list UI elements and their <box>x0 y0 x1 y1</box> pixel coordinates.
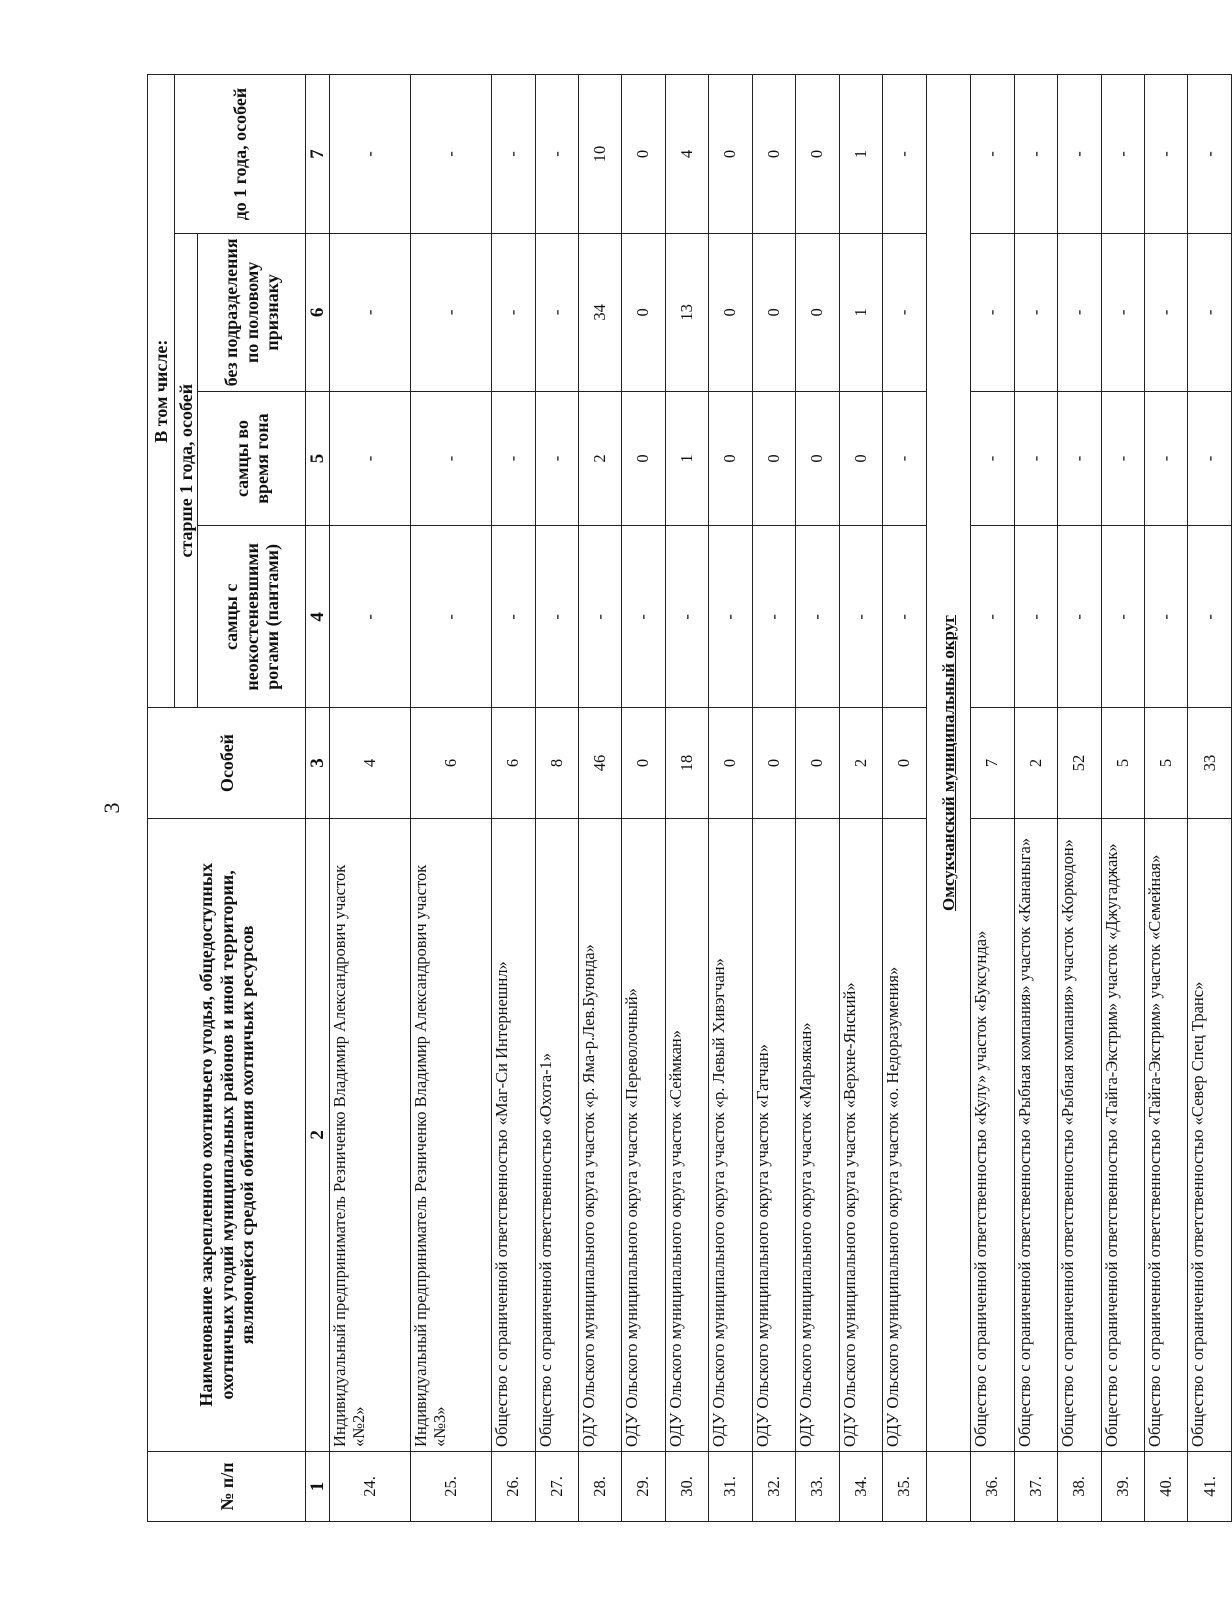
cell-col4: - <box>622 526 665 708</box>
section-num-cell <box>926 1451 971 1521</box>
cell-col5: - <box>1188 391 1232 526</box>
row-number: 27. <box>535 1451 578 1521</box>
cell-col6: - <box>1101 234 1144 392</box>
cell-col5: 0 <box>622 391 665 526</box>
cell-total: 5 <box>1101 708 1144 818</box>
row-name: ОДУ Ольского муниципального округа участок «Переволочный» <box>622 818 665 1451</box>
cell-col4: - <box>1145 526 1188 708</box>
row-name: ОДУ Ольского муниципального округа участок «Гатчан» <box>752 818 795 1451</box>
cell-col6: - <box>535 234 578 392</box>
cell-col4: - <box>796 526 839 708</box>
cell-col5: 0 <box>709 391 752 526</box>
cell-col5: - <box>330 391 411 526</box>
row-name: Общество с ограниченной ответственностью «Тайга-Экстрим» участок «Джугаджак» <box>1101 818 1144 1451</box>
cell-col7: - <box>1188 75 1232 234</box>
cell-total: 6 <box>492 708 535 818</box>
row-number: 24. <box>330 1451 411 1521</box>
cell-col4: - <box>883 526 926 708</box>
cell-col4: - <box>330 526 411 708</box>
column-number: 6 <box>306 234 330 392</box>
table-row <box>622 75 665 1522</box>
row-name: ОДУ Ольского муниципального округа участок «р. Яма-р.Лев.Буюнда» <box>578 818 621 1451</box>
cell-total: 8 <box>535 708 578 818</box>
cell-col6: 13 <box>665 234 708 392</box>
column-number: 2 <box>306 818 330 1451</box>
row-number: 36. <box>971 1451 1014 1521</box>
cell-total: 0 <box>709 708 752 818</box>
cell-col4: - <box>709 526 752 708</box>
cell-total: 2 <box>1014 708 1057 818</box>
cell-col6: 0 <box>709 234 752 392</box>
row-number: 41. <box>1188 1451 1232 1521</box>
cell-total: 0 <box>752 708 795 818</box>
page-number: 3 <box>99 802 124 814</box>
header-col5: самцы во время гона <box>198 391 306 526</box>
cell-col4: - <box>971 526 1014 708</box>
cell-col5: - <box>1058 391 1101 526</box>
row-name: ОДУ Ольского муниципального округа участок «Сеймкан» <box>665 818 708 1451</box>
table-row <box>492 75 535 1522</box>
cell-col4: - <box>411 526 492 708</box>
table-row <box>971 75 1014 1522</box>
table-row <box>1188 75 1232 1522</box>
cell-col6: - <box>883 234 926 392</box>
cell-total: 7 <box>971 708 1014 818</box>
cell-total: 0 <box>883 708 926 818</box>
cell-col4: - <box>535 526 578 708</box>
cell-total: 0 <box>622 708 665 818</box>
cell-col7: - <box>1014 75 1057 234</box>
row-number: 35. <box>883 1451 926 1521</box>
cell-col7: - <box>330 75 411 234</box>
row-number: 25. <box>411 1451 492 1521</box>
cell-col5: - <box>1101 391 1144 526</box>
row-number: 40. <box>1145 1451 1188 1521</box>
row-number: 39. <box>1101 1451 1144 1521</box>
table-row <box>578 75 621 1522</box>
cell-col4: - <box>1188 526 1232 708</box>
cell-col7: 0 <box>796 75 839 234</box>
cell-col5: - <box>1145 391 1188 526</box>
cell-col6: - <box>1058 234 1101 392</box>
cell-col6: - <box>971 234 1014 392</box>
cell-col5: - <box>1014 391 1057 526</box>
section-title: Омсукчанский муниципальный округ <box>926 75 971 1452</box>
cell-col7: - <box>971 75 1014 234</box>
cell-col5: - <box>492 391 535 526</box>
row-number: 32. <box>752 1451 795 1521</box>
column-number: 3 <box>306 708 330 818</box>
cell-total: 46 <box>578 708 621 818</box>
cell-total: 0 <box>796 708 839 818</box>
row-number: 28. <box>578 1451 621 1521</box>
row-number: 38. <box>1058 1451 1101 1521</box>
cell-col4: - <box>752 526 795 708</box>
column-number: 7 <box>306 75 330 234</box>
cell-col6: - <box>1145 234 1188 392</box>
cell-col7: 0 <box>752 75 795 234</box>
row-name: Общество с ограниченной ответственностью «Тайга-Экстрим» участок «Семейная» <box>1145 818 1188 1451</box>
cell-total: 18 <box>665 708 708 818</box>
table-row <box>752 75 795 1522</box>
row-name: ОДУ Ольского муниципального округа участок «о. Недоразумения» <box>883 818 926 1451</box>
table-row <box>1058 75 1101 1522</box>
cell-col7: 0 <box>709 75 752 234</box>
cell-col4: - <box>492 526 535 708</box>
cell-col7: - <box>411 75 492 234</box>
header-col7: до 1 года, особей <box>175 75 306 234</box>
table-row <box>1101 75 1144 1522</box>
cell-col4: - <box>1014 526 1057 708</box>
cell-col6: 34 <box>578 234 621 392</box>
cell-total: 6 <box>411 708 492 818</box>
header-num: № п/п <box>148 1451 306 1521</box>
table-row <box>796 75 839 1522</box>
header-group-in-number: В том числе: <box>148 75 175 708</box>
cell-total: 52 <box>1058 708 1101 818</box>
row-name: Общество с ограниченной ответственностью «Маг-Си Интернешнл» <box>492 818 535 1451</box>
table-row <box>330 75 411 1522</box>
cell-col7: 0 <box>622 75 665 234</box>
cell-col4: - <box>578 526 621 708</box>
cell-col7: 1 <box>839 75 882 234</box>
cell-col6: - <box>1188 234 1232 392</box>
cell-col7: - <box>1101 75 1144 234</box>
row-name: Общество с ограниченной ответственностью «Север Спец Транс» <box>1188 818 1232 1451</box>
row-name: Общество с ограниченной ответственностью «Охота-1» <box>535 818 578 1451</box>
cell-col7: - <box>1145 75 1188 234</box>
table-row <box>1145 75 1188 1522</box>
row-name: Общество с ограниченной ответственностью «Рыбная компания» участок «Кананыга» <box>1014 818 1057 1451</box>
row-name: Общество с ограниченной ответственностью «Кулу» участок «Буксунда» <box>971 818 1014 1451</box>
row-name: ОДУ Ольского муниципального округа участок «р. Левый Хивэгчан» <box>709 818 752 1451</box>
header-col4: самцы с неокостеневшими рогами (пантами) <box>198 526 306 708</box>
cell-col6: 0 <box>752 234 795 392</box>
header-name: Наименование закрепленного охотничьего угодья, общедоступных охотничьих угодий муниципальных районов и иной территории, являющейся средой обитания охотничьих ресурсов <box>148 818 306 1451</box>
header-group-older: старше 1 года, особей <box>175 234 198 708</box>
row-number: 29. <box>622 1451 665 1521</box>
cell-col4: - <box>839 526 882 708</box>
cell-col5: 0 <box>752 391 795 526</box>
cell-col6: 0 <box>622 234 665 392</box>
table-row <box>839 75 882 1522</box>
cell-col7: - <box>883 75 926 234</box>
cell-col7: - <box>492 75 535 234</box>
table-row <box>535 75 578 1522</box>
table-row <box>883 75 926 1522</box>
cell-col7: - <box>1058 75 1101 234</box>
table-row <box>1014 75 1057 1522</box>
column-number: 1 <box>306 1451 330 1521</box>
cell-col7: 4 <box>665 75 708 234</box>
row-number: 26. <box>492 1451 535 1521</box>
section-row <box>926 75 971 1522</box>
cell-col4: - <box>1058 526 1101 708</box>
cell-col4: - <box>1101 526 1144 708</box>
cell-total: 4 <box>330 708 411 818</box>
cell-total: 2 <box>839 708 882 818</box>
row-name: Индивидуальный предприниматель Резниченко Владимир Александрович участок «№3» <box>411 818 492 1451</box>
cell-col4: - <box>665 526 708 708</box>
table-body <box>306 75 1232 1522</box>
table-row <box>665 75 708 1522</box>
row-number: 30. <box>665 1451 708 1521</box>
rotated-table-container <box>147 74 1232 1522</box>
cell-col5: 1 <box>665 391 708 526</box>
row-number: 37. <box>1014 1451 1057 1521</box>
column-number: 4 <box>306 526 330 708</box>
cell-col5: 0 <box>839 391 882 526</box>
cell-total: 5 <box>1145 708 1188 818</box>
table-row <box>709 75 752 1522</box>
column-number: 5 <box>306 391 330 526</box>
cell-col7: 10 <box>578 75 621 234</box>
cell-col5: - <box>411 391 492 526</box>
row-number: 33. <box>796 1451 839 1521</box>
cell-col6: 1 <box>839 234 882 392</box>
cell-col6: 0 <box>796 234 839 392</box>
table-row <box>411 75 492 1522</box>
cell-col7: - <box>535 75 578 234</box>
row-name: ОДУ Ольского муниципального округа участок «Марьякан» <box>796 818 839 1451</box>
row-name: Индивидуальный предприниматель Резниченко Владимир Александрович участок «№2» <box>330 818 411 1451</box>
data-table <box>147 74 1232 1522</box>
cell-col6: - <box>411 234 492 392</box>
cell-col5: 2 <box>578 391 621 526</box>
cell-col5: - <box>883 391 926 526</box>
row-number: 34. <box>839 1451 882 1521</box>
cell-col5: - <box>535 391 578 526</box>
row-number: 31. <box>709 1451 752 1521</box>
row-name: ОДУ Ольского муниципального округа участок «Верхне-Янский» <box>839 818 882 1451</box>
header-total: Особей <box>148 708 306 818</box>
cell-total: 33 <box>1188 708 1232 818</box>
cell-col6: - <box>330 234 411 392</box>
cell-col5: - <box>971 391 1014 526</box>
column-number-row <box>306 75 330 1522</box>
cell-col6: - <box>492 234 535 392</box>
row-name: Общество с ограниченной ответственностью «Рыбная компания» участок «Коркодон» <box>1058 818 1101 1451</box>
cell-col5: 0 <box>796 391 839 526</box>
cell-col6: - <box>1014 234 1057 392</box>
header-col6: без подразделения по половому признаку <box>198 234 306 392</box>
